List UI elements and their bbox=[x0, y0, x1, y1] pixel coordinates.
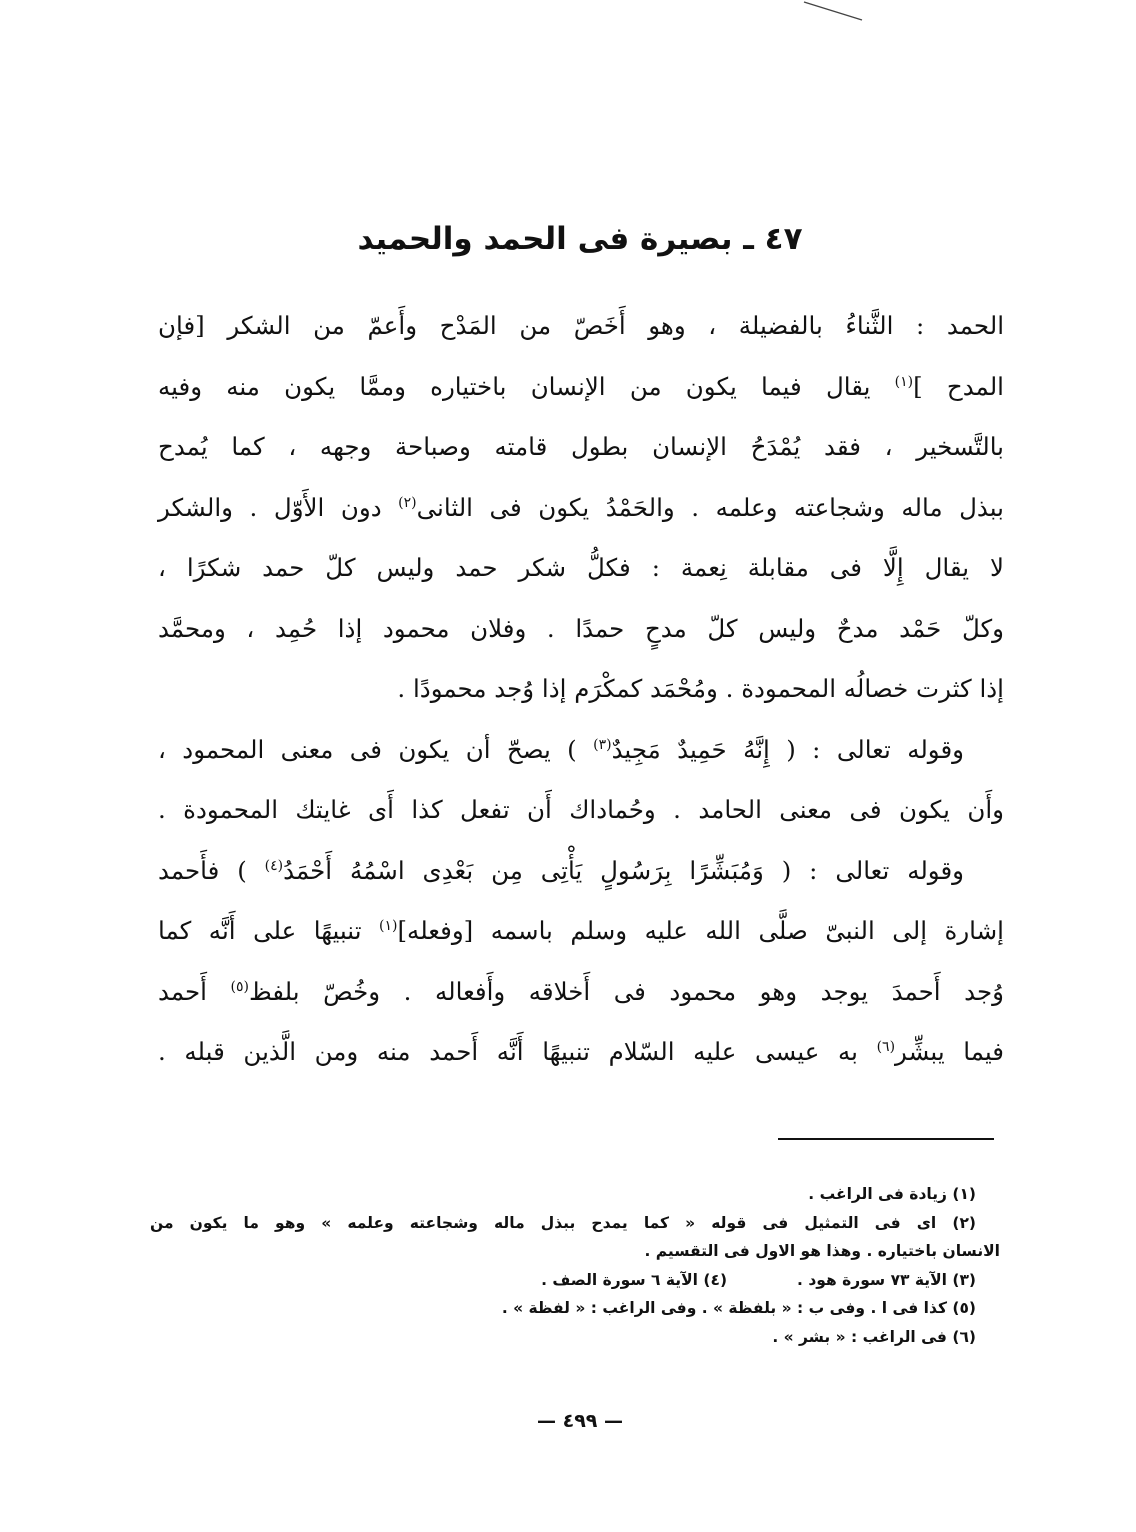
text-line: بالتَّسخير ، فقد يُمْدَحُ الإنسان بطول قامته وصباحة وجهه ، كما يُمدح bbox=[158, 432, 1004, 461]
text-line: الحمد : الثَّناءُ بالفضيلة ، وهو أَخَصّ من المَدْح وأَعمّ من الشكر [فإن bbox=[158, 311, 1004, 340]
text-line: وُجد أَحمدَ يوجد وهو محمود فى أَخلاقه وأَفعاله . وخُصّ بلفظ$^{(٥)}$ أَحمد bbox=[158, 976, 1004, 1006]
footnote-row-3-4 bbox=[150, 1266, 1000, 1295]
text-line: وقوله تعالى : ( وَمُبَشِّرًا بِرَسُولٍ يَأْتِى مِن بَعْدِى اسْمُهُ أَحْمَدُ$^{(٤)}$ ) فأَحمد bbox=[158, 855, 964, 885]
text-line: ببذل ماله وشجاعته وعلمه . والحَمْدُ يكون فى الثانى$^{(٢)}$ دون الأَوّل . والشكر bbox=[158, 492, 1004, 522]
footnote-ref: (١) bbox=[379, 917, 398, 934]
footnote-ref: (٢) bbox=[398, 494, 417, 511]
chapter-title: ٤٧ ـ بصيرة فى الحمد والحميد bbox=[357, 221, 803, 257]
page-number: — ٤٩٩ — bbox=[536, 1410, 624, 1432]
footnote-ref: (٤) bbox=[264, 857, 284, 874]
footnote-ref: (٥) bbox=[230, 978, 249, 995]
paragraph-1 bbox=[158, 296, 1004, 720]
text-line: لا يقال إِلَّا فى مقابلة نِعمة : فكلُّ شكر حمد وليس كلّ حمد شكرًا ، bbox=[158, 553, 1004, 582]
footnote-6: (٦) فى الراغب : « بشر » . bbox=[772, 1327, 976, 1346]
text-line: وقوله تعالى : ( إِنَّهُ حَمِيدٌ مَجِيدٌ$^{(٣)}$ ) يصحّ أن يكون فى معنى المحمود ، bbox=[158, 734, 964, 764]
paragraph-2 bbox=[158, 720, 1004, 841]
footnote-2-continued: الانسان باختياره . وهذا هو الاول فى التقسيم . bbox=[644, 1242, 1000, 1260]
paragraph-3 bbox=[158, 841, 1004, 1083]
footnote-1: (١) زيادة فى الراغب . bbox=[808, 1185, 976, 1203]
text-line: فيما يبشِّر$^{(٦)}$ به عيسى عليه السّلام تنبيهًا أَنَّه أَحمد منه ومن الَّذين قبله . bbox=[158, 1037, 1005, 1066]
footnote-3: (٣) الآية ٧٣ سورة هود . bbox=[797, 1270, 976, 1289]
footnote-4: (٤) الآية ٦ سورة الصف . bbox=[541, 1270, 728, 1289]
scan-artifact-line bbox=[800, 0, 870, 24]
text-line: وأَن يكون فى معنى الحامد . وحُماداك أَن تفعل كذا أَى غايتك المحمودة . bbox=[158, 795, 1004, 824]
footnote-ref: (٦) bbox=[876, 1038, 896, 1055]
text-line: المدح ]$^{(١)}$ يقال فيما يكون من الإنسان باختياره وممَّا يكون منه وفيه bbox=[158, 371, 1004, 401]
footnote-ref: (٣) bbox=[593, 736, 612, 753]
footnote-2: (٢) اى فى التمثيل فى قوله « كما يمدح ببذل ماله وشجاعته وعلمه » وهو ما يكون من bbox=[150, 1213, 976, 1232]
footnote-5: (٥) كذا فى ا . وفى ب : « بلفظة » . وفى الراغب : « لفظة » . bbox=[501, 1299, 976, 1317]
text-line: إذا كثرت خصالُه المحمودة . ومُحْمَد كمكْرَم إذا وُجد محمودًا . bbox=[397, 674, 1004, 703]
body-text bbox=[158, 296, 1004, 1083]
text-line: وكلّ حَمْد مدحٌ وليس كلّ مدحٍ حمدًا . وفلان محمود إذا حُمِد ، ومحمَّد bbox=[158, 613, 1004, 643]
footnote-ref: (١) bbox=[894, 373, 914, 390]
text-line: إشارة إلى النبىّ صلَّى الله عليه وسلم باسمه [وفعله]$^{(١)}$ تنبيهًا على أَنَّه كما bbox=[158, 916, 1004, 945]
footnotes bbox=[150, 1180, 1000, 1351]
footnote-separator bbox=[778, 1138, 994, 1140]
